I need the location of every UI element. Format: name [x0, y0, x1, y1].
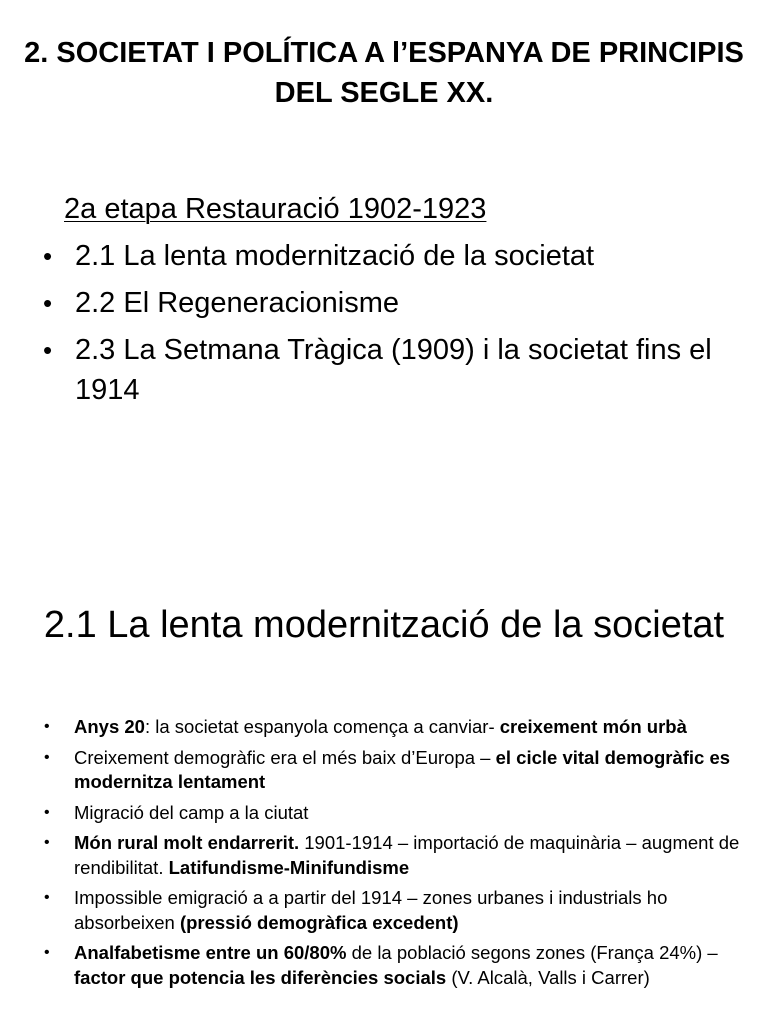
point-text: Migració del camp a la ciutat — [74, 801, 309, 823]
topic-item — [40, 236, 740, 276]
point-text: (V. Alcalà, Valls i Carrer) — [446, 966, 650, 988]
point-text: 1901-1914 – importació de maquinària – augment de rendibilitat. — [74, 832, 740, 878]
point-text: de la població segons zones (França 24%) – — [346, 942, 718, 963]
topic-item-text: 2.1 La lenta modernització de la societat — [75, 240, 595, 272]
point-item — [40, 715, 740, 740]
point-list — [40, 715, 740, 996]
topic-item-text: 2.3 La Setmana Tràgica (1909) i la societat fins el 1914 — [75, 334, 712, 406]
bullet-icon: • — [44, 834, 50, 851]
point-text-bold: Anys 20 — [74, 716, 145, 737]
bullet-icon: • — [44, 944, 50, 961]
slide-title: 2. SOCIETAT I POLÍTICA A l’ESPANYA DE PRINCIPIS DEL SEGLE XX. — [24, 37, 744, 109]
topic-list — [40, 236, 740, 417]
point-item — [40, 801, 740, 826]
topic-item — [40, 330, 740, 410]
bullet-icon: • — [44, 718, 50, 735]
point-text-bold: el cicle vital demogràfic es modernitza lentament — [74, 746, 731, 792]
slide-detail — [0, 580, 768, 1024]
point-text-bold: Món rural molt endarrerit. — [74, 832, 300, 853]
point-text-bold: (pressió demogràfica excedent) — [179, 911, 459, 933]
bullet-icon: • — [44, 889, 50, 906]
topic-item — [40, 283, 740, 323]
point-text: Impossible emigració a a partir del 1914 – zones urbanes i industrials ho absorbeixen — [74, 887, 668, 933]
point-text-bold: Analfabetisme entre un 60/80% — [74, 942, 347, 963]
bullet-icon: • — [44, 803, 50, 821]
point-text-bold: factor que potencia les diferències socials — [74, 966, 447, 988]
topic-item-text: 2.2 El Regeneracionisme — [75, 287, 400, 319]
bullet-icon: • — [43, 335, 53, 365]
point-item — [40, 831, 740, 880]
point-item — [40, 941, 740, 990]
point-text: Creixement demogràfic era el més baix d’Europa – — [74, 746, 496, 768]
point-item — [40, 886, 740, 935]
slide-title: 2.1 La lenta modernització de la societat — [43, 604, 725, 646]
bullet-icon: • — [43, 241, 53, 271]
bullet-icon: • — [43, 288, 53, 318]
point-text-bold: creixement món urbà — [499, 716, 687, 737]
point-text-bold: Latifundisme-Minifundisme — [168, 856, 410, 878]
point-item — [40, 746, 740, 795]
point-text: : la societat espanyola comença a canviar- — [144, 716, 500, 737]
bullet-icon: • — [44, 748, 50, 766]
slide-subtitle: 2a etapa Restauració 1902-1923 — [64, 193, 487, 225]
